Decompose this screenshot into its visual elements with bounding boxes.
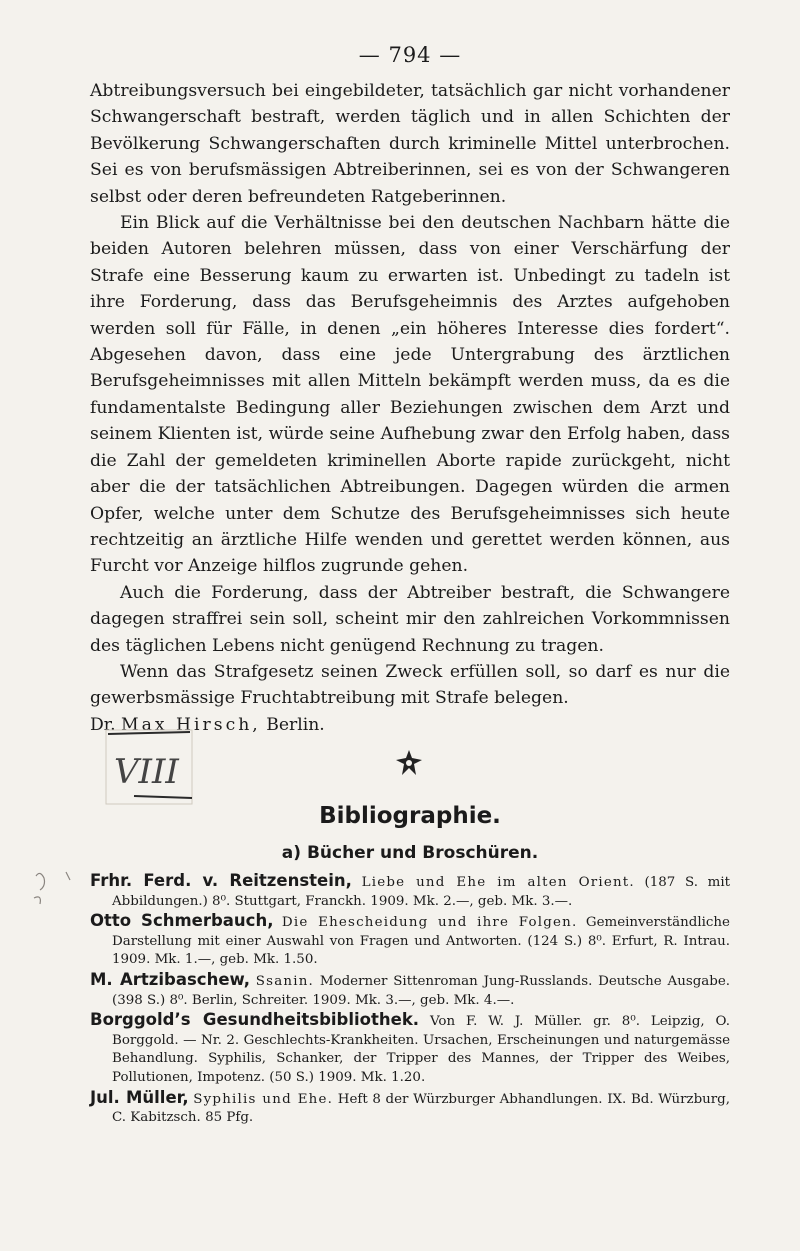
signature-place: Berlin. bbox=[266, 714, 325, 735]
entry-title: Syphilis und Ehe. bbox=[193, 1091, 334, 1107]
entry-details: (187 S. mit Abbildungen.) 8⁰. Stuttgart, Franckh. 1909. Mk. 2.—, geb. Mk. 3.—. bbox=[112, 875, 731, 909]
fleuron-ornament-icon bbox=[394, 748, 424, 778]
library-stamp-icon bbox=[104, 728, 194, 806]
article-body bbox=[90, 78, 730, 738]
entry-author: Otto Schmerbauch, bbox=[90, 911, 274, 931]
signature-prefix: Dr. bbox=[90, 714, 116, 735]
entry-author: Jul. Müller, bbox=[90, 1087, 189, 1107]
page-number: — 794 — bbox=[358, 43, 462, 67]
subsection-title: a) Bücher und Broschüren. bbox=[281, 843, 539, 863]
stamp-text: VIII bbox=[114, 752, 179, 792]
margin-pencil-mark-icon bbox=[30, 868, 74, 908]
bibliography-entry bbox=[90, 1089, 730, 1128]
paragraph-1: Abtreibungsversuch bei eingebildeter, tatsächlich gar nicht vorhandener Schwangerschaft bestraft, werden täglich und in allen Schichten der Bevölkerung Schwangerschaften durch kriminelle Mittel unterbrochen. Sei es von berufsmässigen Abtreiberinnen, sei es von der Schwangeren selbst oder deren befreundeten Ratgeberinnen. bbox=[90, 81, 730, 207]
bibliography-entry bbox=[90, 872, 730, 911]
entry-author: Borggold’s Gesundheitsbibliothek. bbox=[90, 1010, 420, 1030]
bibliography-entry bbox=[90, 971, 730, 1010]
entry-details: Heft 8 der Würzburger Abhandlungen. IX. Bd. Würzburg, C. Kabitzsch. 85 Pfg. bbox=[112, 1091, 731, 1126]
entry-title: Liebe und Ehe im alten Orient. bbox=[361, 875, 635, 890]
bibliography-entry bbox=[90, 1011, 730, 1087]
entry-author: Frhr. Ferd. v. Reitzenstein, bbox=[90, 871, 352, 890]
entry-author: M. Artzibaschew, bbox=[90, 969, 250, 989]
signature-name: Max Hirsch, bbox=[121, 714, 261, 735]
section-title: Bibliographie. bbox=[319, 803, 501, 829]
entry-title: Ssanin. bbox=[255, 973, 315, 989]
bibliography-list bbox=[90, 872, 730, 1129]
bibliography-entry bbox=[90, 912, 730, 970]
entry-details: Gemeinverständliche Darstellung mit einer Auswahl von Fragen und Antworten. (124 S.) 8⁰. Erfurt, R. Intrau. 1909. Mk. 1.—, geb. Mk. 1.50. bbox=[112, 915, 730, 968]
entry-title: Die Ehescheidung und ihre Folgen. bbox=[281, 915, 578, 931]
paragraph-3: Auch die Forderung, dass der Abtreiber bestraft, die Schwangere dagegen straffrei sein soll, scheint mir den zahlreichen Vorkommnissen des täglichen Lebens nicht genügend Rechnung zu tragen. bbox=[90, 582, 730, 656]
paragraph-4: Wenn das Strafgesetz seinen Zweck erfüllen soll, so darf es nur die gewerbsmässige Fruchtabtreibung mit Strafe belegen. bbox=[90, 661, 730, 709]
paragraph-2: Ein Blick auf die Verhältnisse bei den deutschen Nachbarn hätte die beiden Autoren belehren müssen, dass von einer Verschärfung der Strafe eine Besserung kaum zu erwarten ist. Unbedingt zu tadeln ist ihre Forderung, dass das Berufsgeheimnis des Arztes aufgehoben werden soll für Fälle, in denen „ein höheres Interesse dies fordert“. Abgesehen davon, dass eine jede Untergrabung des ärztlichen Berufsgeheimnisses mit allen Mitteln bekämpft werden muss, da es die fundamentalste Bedingung aller Beziehungen zwischen dem Arzt und seinem Klienten ist, würde seine Aufhebung zwar den Erfolg haben, dass die Zahl der gemeldeten kriminellen Aborte rapide zurückgeht, nicht aber die der tatsächlichen Abtreibungen. Dagegen würden die armen Opfer, welche unter dem Schutze des Berufsgeheimnisses sich heute rechtzeitig an ärztliche Hilfe wenden und gerettet werden können, aus Furcht vor Anzeige hilflos zugrunde gehen. bbox=[90, 213, 730, 577]
entry-details: Von F. W. J. Müller. gr. 8⁰. Leipzig, O. Borggold. — Nr. 2. Geschlechts-Krankheiten. Ursachen, Erscheinungen und naturgemässe Behandlung. Syphilis, Schanker, der Tripper des Mannes, der Tripper des Weibes, Pollutionen, Impotenz. (50 S.) 1909. Mk. 1.20. bbox=[112, 1014, 730, 1085]
entry-details: Moderner Sittenroman Jung-Russlands. Deutsche Ausgabe. (398 S.) 8⁰. Berlin, Schreiter. 1909. Mk. 3.—, geb. Mk. 4.—. bbox=[112, 973, 731, 1008]
